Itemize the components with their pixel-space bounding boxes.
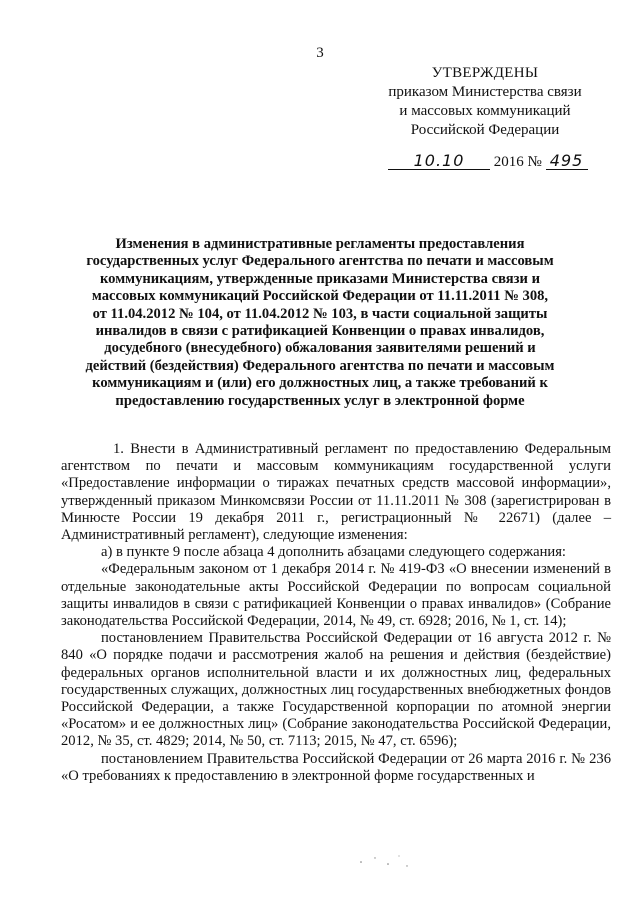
approval-line: приказом Министерства связи [388,84,582,100]
approval-line: и массовых коммуникаций [399,103,571,119]
scan-specks [355,852,415,872]
body-paragraph: 1. Внести в Административный регламент по предоставлению Федеральным агентством по печати и массовым коммуникациям государственной услуги «Предоставление информации о тиражах печатных средств массовой информации», утвержденный приказом Минкомсвязи России от 11.11.2011 № 308 (зарегистрирован в Минюсте России 19 декабря 2011 г., регистрационный № 22671) (далее – Административный регламент), следующие изменения: [61,441,611,544]
body-paragraph: постановлением Правительства Российской Федерации от 16 августа 2012 г. № 840 «О порядке подачи и рассмотрения жалоб на решения и действия (бездействие) федеральных органов исполнительной власти и их должностных лиц, федеральных государственных служащих, должностных лиц государственных внебюджетных фондов Российской Федерации, а также Государственной корпорации по атомной энергии «Росатом» и ее должностных лиц» (Собрание законодательства Российской Федерации, 2012, № 35, ст. 4829; 2014, № 50, ст. 7113; 2015, № 47, ст. 6596); [61,630,611,750]
approval-line: Российской Федерации [410,122,560,138]
body-paragraph: а) в пункте 9 после абзаца 4 дополнить абзацами следующего содержания: [101,544,566,561]
page-number: 3 [316,45,324,61]
body-paragraph: «Федеральным законом от 1 декабря 2014 г. № 419-ФЗ «О внесении изменений в отдельные законодательные акты Российской Федерации по вопросам социальной защиты инвалидов в связи с ратификацией Конвенции о правах инвалидов» (Собрание законодательства Российской Федерации, 2014, № 49, ст. 6928; 2016, № 1, ст. 14); [61,561,611,630]
document-body [61,441,611,785]
approval-heading: УТВЕРЖДЕНЫ [431,65,539,81]
body-paragraph: постановлением Правительства Российской Федерации от 26 марта 2016 г. № 236 «О требованиях к предоставлению в электронной форме государственных и [61,750,611,784]
handwritten-date: 10.10 [388,153,490,170]
handwritten-order-number: 495 [546,153,588,170]
document-title: Изменения в административные регламенты предоставления государственных услуг Федерального агентства по печати и массовым коммуникациям, утвержденные приказами Министерства связи и массовых коммуникаций Российской Федерации от 11.11.2011 № 308, от 11.04.2012 № 104, от 11.04.2012 № 103, в части социальной защиты инвалидов в связи с ратификацией Конвенции о правах инвалидов, досудебного (внесудебного) обжалования заявителями решений и действий (бездействия) Федерального агентства по печати и массовым коммуникациям и (или) его должностных лиц, а также требований к предоставлению государственных услуг в электронной форме [85,236,555,409]
approval-block [380,64,590,140]
order-year: 2016 № [493,154,542,170]
order-date-line [388,153,608,171]
